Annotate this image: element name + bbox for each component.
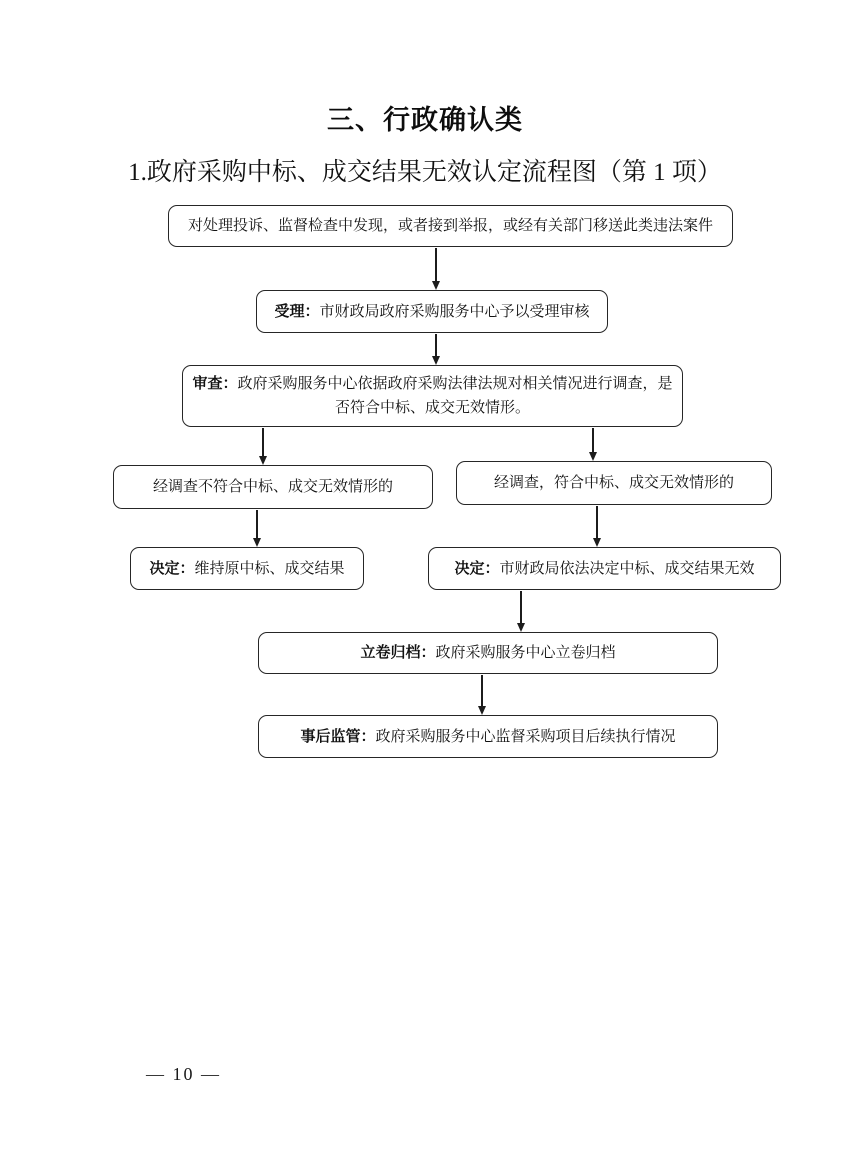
flow-node-decision-invalid [428,547,781,590]
node-label-bold: 立卷归档： [360,645,436,661]
node-label-text: 市财政局政府采购服务中心予以受理审核 [319,303,590,320]
node-label [153,475,393,499]
flow-node-branch-not-met [113,465,433,509]
node-label [188,214,713,238]
arrowhead-down-icon [593,538,601,547]
node-label-bold: 审查： [192,376,238,392]
node-label-text: 政府采购服务中心依据政府采购法律法规对相关情况进行调查，是否符合中标、成交无效情形。 [237,376,673,416]
node-label-bold: 受理： [274,303,320,320]
flow-arrow-accept-review [435,334,437,356]
arrowhead-down-icon [432,356,440,365]
flow-arrow-source-accept [435,248,437,281]
node-label [149,557,344,581]
node-label [274,300,589,324]
node-label-bold: 决定： [454,560,500,577]
node-label-text: 政府采购服务中心立卷归档 [435,645,616,661]
flow-node-branch-met [456,461,772,505]
flow-arrow-invalid-archive [520,591,522,623]
section-title: 三、行政确认类 [327,105,523,135]
flow-arrow-review-notmet [262,428,264,456]
page-number: — 10 — [146,1064,221,1084]
node-label-text: 经调查，符合中标、成交无效情形的 [493,475,734,491]
node-label [360,641,615,665]
node-label [494,471,734,495]
arrowhead-down-icon [589,452,597,461]
flow-node-accept [256,290,608,333]
node-label-text: 政府采购服务中心监督采购项目后续执行情况 [375,728,676,745]
arrowhead-down-icon [432,281,440,290]
flow-node-source [168,205,733,247]
arrowhead-down-icon [478,706,486,715]
arrowhead-down-icon [517,623,525,632]
node-label-bold: 决定： [149,560,195,577]
flow-node-review [182,365,683,427]
arrowhead-down-icon [253,538,261,547]
flow-node-supervise [258,715,718,758]
node-label-bold: 事后监管： [300,728,376,745]
flow-node-archive [258,632,718,674]
node-label [189,372,676,420]
flow-node-decision-keep [130,547,364,590]
node-label [300,725,675,749]
flow-arrow-review-met [592,428,594,452]
node-label-text: 维持原中标、成交结果 [194,560,345,577]
flow-arrow-archive-supervise [481,675,483,706]
flow-arrow-notmet-keep [256,510,258,538]
flowchart-title: 1.政府采购中标、成交结果无效认定流程图（第 1 项） [128,159,722,186]
flow-arrow-met-invalid [596,506,598,538]
node-label [454,557,754,581]
node-label-text: 经调查不符合中标、成交无效情形的 [152,479,393,495]
node-label-text: 对处理投诉、监督检查中发现，或者接到举报，或经有关部门移送此类违法案件 [187,218,713,234]
node-label-text: 市财政局依法决定中标、成交结果无效 [499,560,755,577]
arrowhead-down-icon [259,456,267,465]
